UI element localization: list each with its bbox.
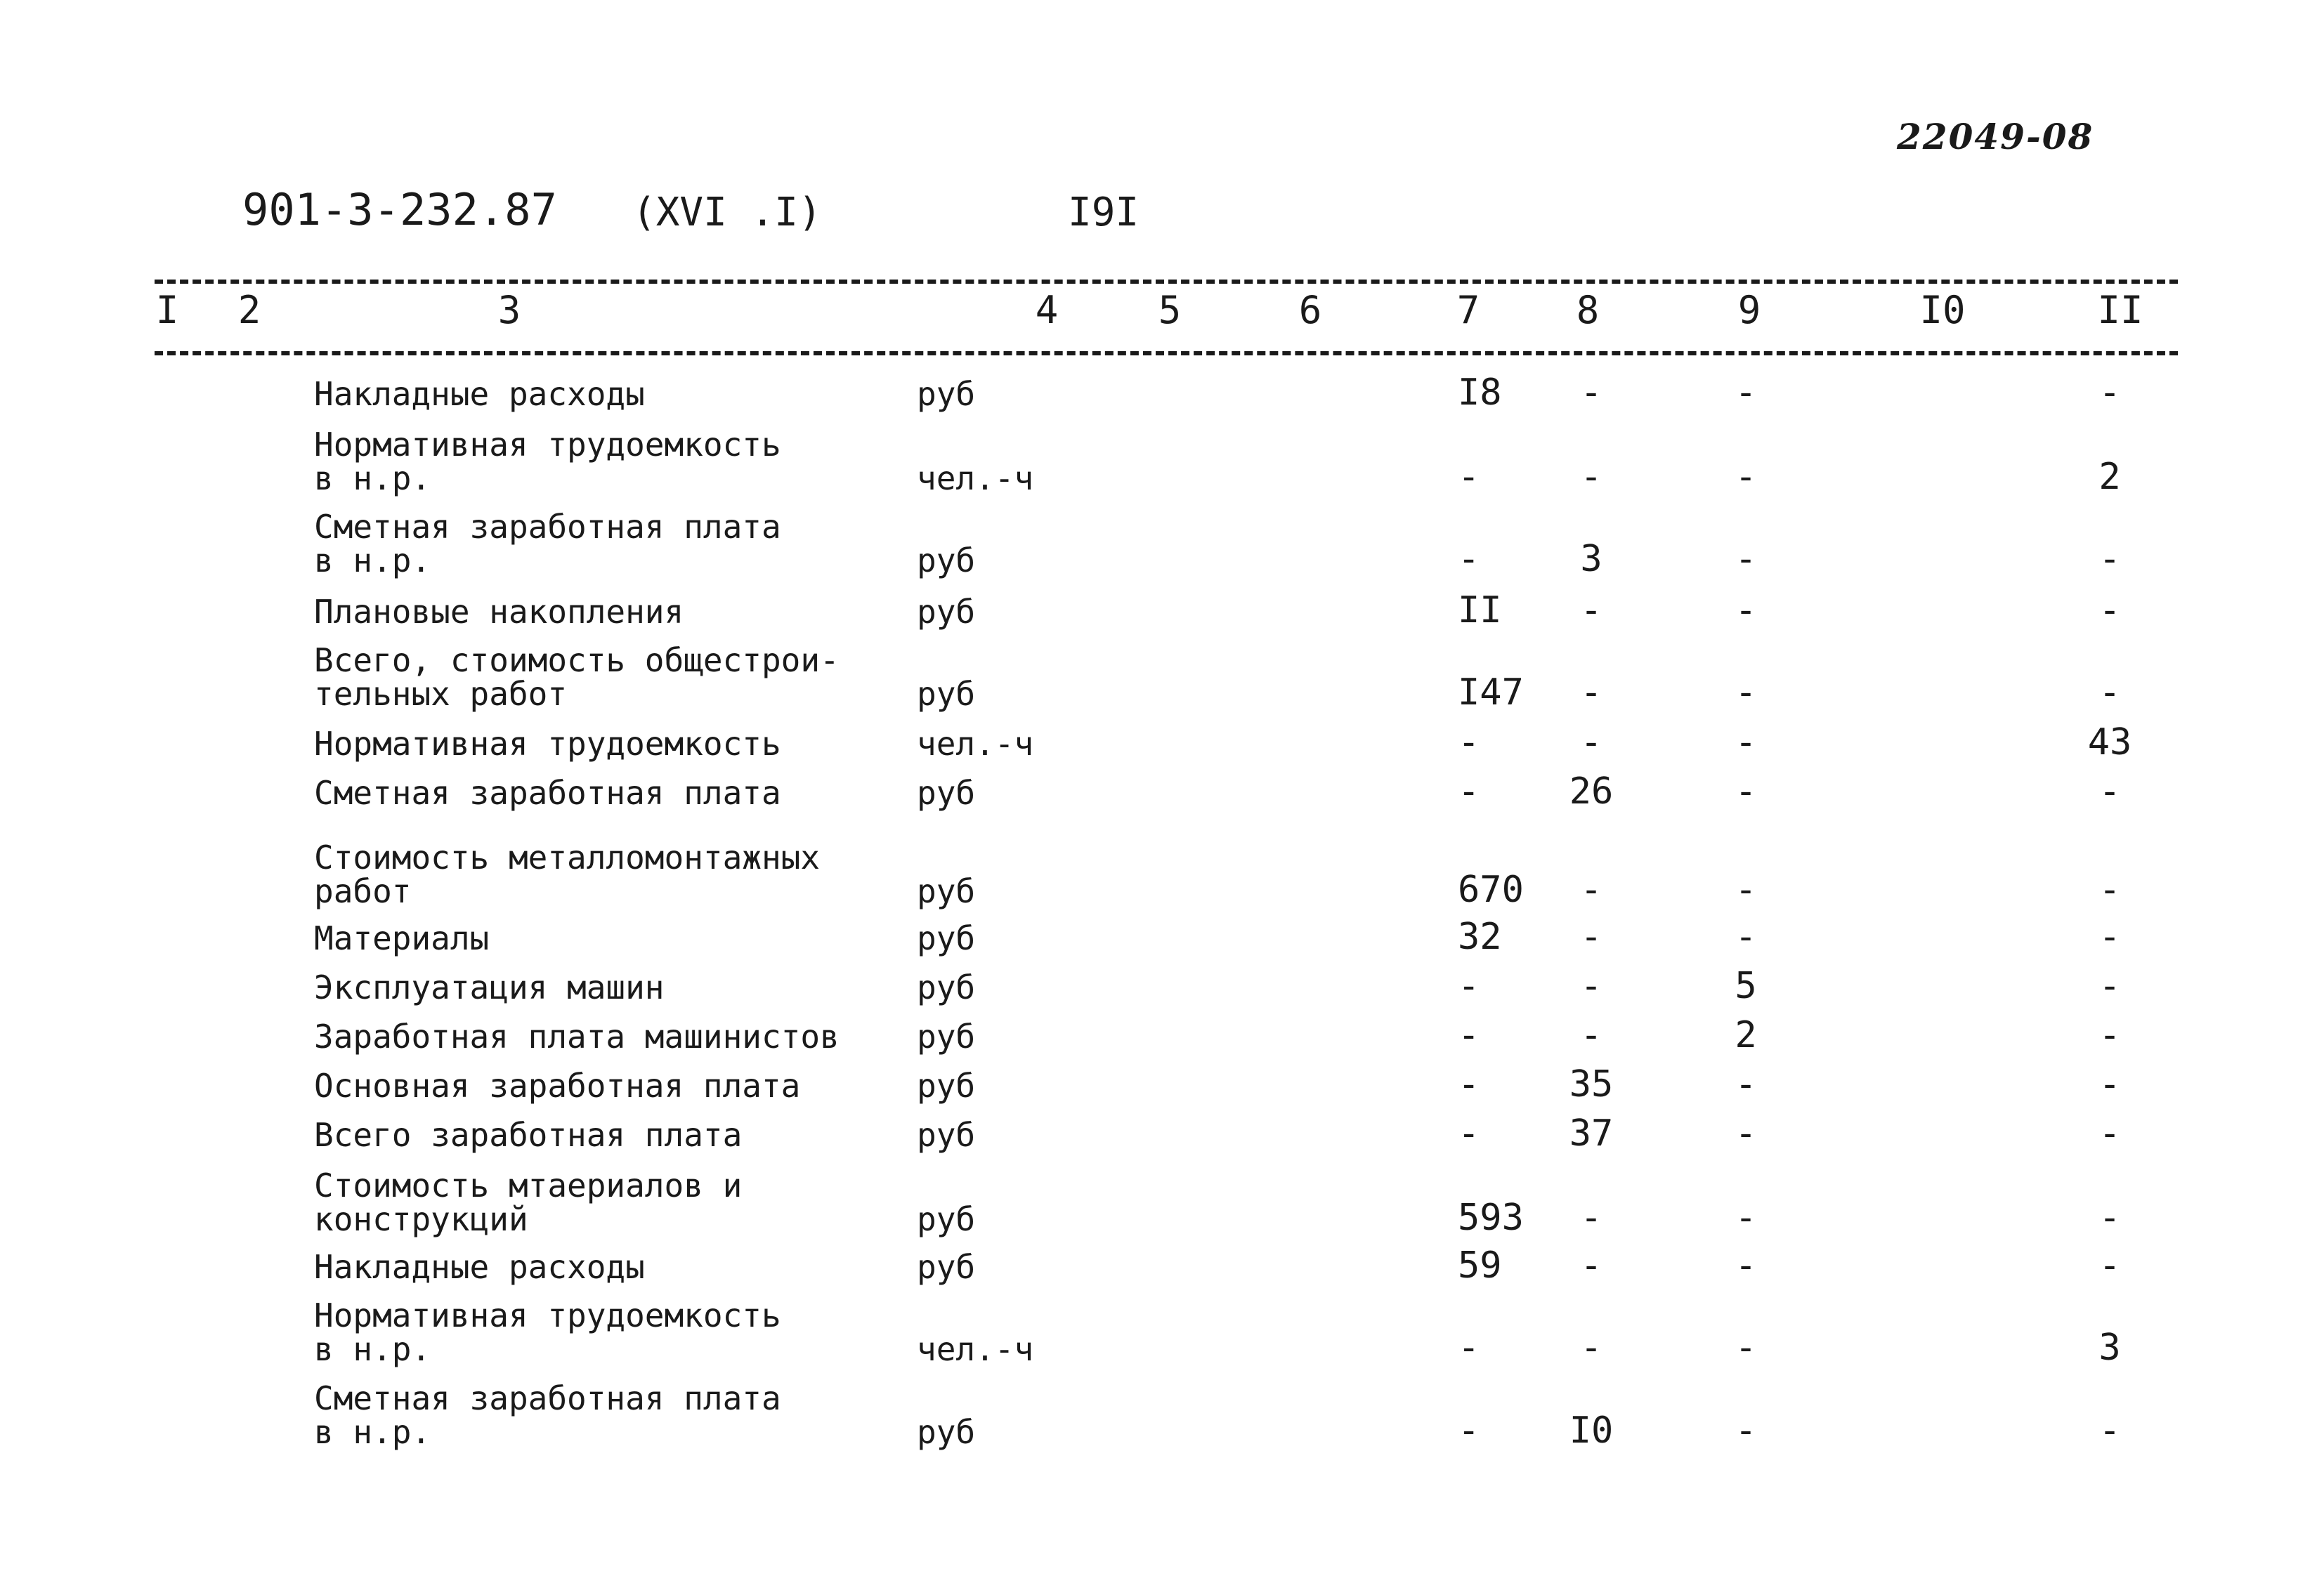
item-name-line: Сметная заработная плата (314, 1379, 781, 1417)
item-name (314, 595, 684, 629)
item-name-line: Всего заработная плата (314, 1116, 743, 1154)
item-name (314, 776, 781, 810)
table-row (0, 1112, 2324, 1159)
col11-cell: - (2098, 538, 2121, 580)
col7-cell: - (1458, 1063, 1480, 1105)
unit-cell: руб (917, 1018, 976, 1056)
col9-cell: - (1735, 1410, 1757, 1452)
column-number: II (2097, 288, 2143, 332)
table-row (0, 426, 2324, 502)
col11-cell: - (2098, 1410, 2121, 1452)
item-name-line: Стоимость металломонтажных (314, 839, 821, 876)
col9-cell: - (1735, 1327, 1757, 1369)
item-name-line: работ (314, 872, 412, 910)
col11-cell: - (2098, 770, 2121, 813)
col9-cell: - (1735, 869, 1757, 911)
table-row (0, 770, 2324, 817)
item-name-line: тельных работ (314, 675, 568, 713)
col11-cell: 2 (2098, 456, 2121, 498)
col11-cell: - (2098, 1197, 2121, 1239)
unit-cell: руб (917, 675, 976, 713)
col9-cell: - (1735, 671, 1757, 714)
table-row (0, 1379, 2324, 1456)
item-name-line: в н.р. (314, 541, 431, 579)
col8-cell: - (1580, 1014, 1602, 1056)
item-name-line: в н.р. (314, 1413, 431, 1451)
col8-cell: - (1580, 965, 1602, 1007)
col7-cell: - (1458, 721, 1480, 763)
column-number: 5 (1158, 288, 1182, 332)
item-name-line: Заработная плата машинистов (314, 1018, 840, 1056)
table-row (0, 1063, 2324, 1110)
col7-cell: - (1458, 1112, 1480, 1155)
column-number: 8 (1576, 288, 1600, 332)
column-number: 6 (1298, 288, 1322, 332)
item-name-line: Эксплуатация машин (314, 968, 665, 1006)
col9-cell: - (1735, 1197, 1757, 1239)
item-name-line: Нормативная трудоемкость (314, 1296, 781, 1334)
table-row (0, 372, 2324, 418)
col8-cell: - (1580, 1197, 1602, 1239)
item-name (314, 1250, 645, 1284)
item-name (314, 1118, 742, 1152)
column-number: 4 (1035, 288, 1059, 332)
col8-cell: - (1580, 1245, 1602, 1287)
col8-cell: - (1580, 456, 1602, 498)
col9-cell: - (1735, 1112, 1757, 1155)
table-row (0, 589, 2324, 636)
table-row (0, 1167, 2324, 1243)
unit-cell: руб (917, 1413, 976, 1451)
item-name-line: Всего, стоимость общестрои- (314, 641, 840, 679)
col7-cell: - (1458, 538, 1480, 580)
col11-cell: - (2098, 965, 2121, 1007)
col8-cell: 37 (1569, 1112, 1614, 1155)
unit-cell: руб (917, 968, 976, 1006)
col11-cell: 3 (2098, 1327, 2121, 1369)
item-name-line: Нормативная трудоемкость (314, 426, 781, 464)
col8-cell: - (1580, 589, 1602, 631)
col9-cell: - (1735, 916, 1757, 958)
col7-cell: 593 (1458, 1197, 1524, 1239)
col8-cell: 3 (1580, 538, 1602, 580)
col7-cell: - (1458, 1327, 1480, 1369)
table-row (0, 839, 2324, 915)
col7-cell: - (1458, 770, 1480, 813)
item-name-line: в н.р. (314, 1330, 431, 1368)
col11-cell: - (2098, 916, 2121, 958)
unit-cell: руб (917, 1248, 976, 1286)
table-row (0, 1014, 2324, 1060)
col7-cell: - (1458, 456, 1480, 498)
col11-cell: - (2098, 869, 2121, 911)
document-number: 22049-08 (1897, 116, 2094, 157)
col11-cell: - (2098, 1245, 2121, 1287)
project-code: 901-3-232.87 (242, 184, 557, 235)
item-name-line: Плановые накопления (314, 593, 684, 631)
item-name-line: Нормативная трудоемкость (314, 725, 781, 763)
col9-cell: - (1735, 456, 1757, 498)
item-name-line: Сметная заработная плата (314, 508, 781, 546)
col7-cell: I8 (1458, 372, 1502, 414)
item-name (314, 1296, 781, 1368)
item-name-line: Основная заработная плата (314, 1067, 801, 1105)
col8-cell: 35 (1569, 1063, 1614, 1105)
unit-cell: руб (917, 919, 976, 957)
col7-cell: - (1458, 965, 1480, 1007)
col7-cell: - (1458, 1014, 1480, 1056)
item-name-line: Накладные расходы (314, 1248, 645, 1286)
unit-cell: руб (917, 1200, 976, 1238)
item-name (314, 428, 781, 495)
item-name-line: Сметная заработная плата (314, 774, 781, 812)
col7-cell: 670 (1458, 869, 1524, 911)
unit-cell: руб (917, 1067, 976, 1105)
table-row (0, 641, 2324, 718)
item-name-line: Накладные расходы (314, 375, 645, 413)
column-number: 7 (1456, 288, 1480, 332)
item-name (314, 841, 820, 908)
unit-cell: руб (917, 541, 976, 579)
header-top-rule (155, 280, 2178, 284)
unit-cell: руб (917, 593, 976, 631)
col11-cell: - (2098, 1063, 2121, 1105)
col9-cell: - (1735, 372, 1757, 414)
column-number: 2 (237, 288, 261, 332)
col11-cell: - (2098, 589, 2121, 631)
column-number: 9 (1737, 288, 1761, 332)
col9-cell: 5 (1735, 965, 1757, 1007)
unit-cell: руб (917, 375, 976, 413)
item-name (314, 968, 665, 1006)
col9-cell: - (1735, 1063, 1757, 1105)
col8-cell: - (1580, 869, 1602, 911)
col7-cell: II (1458, 589, 1502, 631)
table-row (0, 508, 2324, 584)
section-label: (XVI .I) (632, 190, 822, 235)
item-name (314, 727, 781, 761)
col9-cell: 2 (1735, 1014, 1757, 1056)
col11-cell: - (2098, 671, 2121, 714)
col9-cell: - (1735, 538, 1757, 580)
col7-cell: - (1458, 1410, 1480, 1452)
col7-cell: I47 (1458, 671, 1524, 714)
column-number: I0 (1919, 288, 1966, 332)
col8-cell: - (1580, 721, 1602, 763)
unit-cell: чел.-ч (917, 459, 1034, 497)
table-row (0, 916, 2324, 962)
col11-cell: - (2098, 1014, 2121, 1056)
table-row (0, 1245, 2324, 1291)
item-name (314, 1381, 781, 1449)
col11-cell: - (2098, 372, 2121, 414)
unit-cell: чел.-ч (917, 725, 1034, 763)
item-name (314, 1018, 840, 1056)
item-name-line: Стоимость мтаериалов и (314, 1167, 743, 1204)
item-name-line: конструкций (314, 1200, 528, 1238)
col7-cell: 59 (1458, 1245, 1502, 1287)
col8-cell: - (1580, 671, 1602, 714)
col8-cell: - (1580, 916, 1602, 958)
col8-cell: - (1580, 1327, 1602, 1369)
unit-cell: руб (917, 1116, 976, 1154)
unit-cell: чел.-ч (917, 1330, 1034, 1368)
col8-cell: - (1580, 372, 1602, 414)
item-name-line: Материалы (314, 919, 490, 957)
unit-cell: руб (917, 872, 976, 910)
col7-cell: 32 (1458, 916, 1502, 958)
col9-cell: - (1735, 721, 1757, 763)
col8-cell: 26 (1569, 770, 1614, 813)
item-name (314, 1069, 800, 1103)
item-name (314, 377, 645, 411)
item-name (314, 921, 489, 955)
column-number: I (155, 288, 179, 332)
item-name (314, 1169, 742, 1236)
unit-cell: руб (917, 774, 976, 812)
header-bottom-rule (155, 351, 2178, 355)
column-number: 3 (497, 288, 521, 332)
page-number: I9I (1068, 190, 1140, 235)
table-row (0, 1296, 2324, 1373)
col9-cell: - (1735, 589, 1757, 631)
item-name-line: в н.р. (314, 459, 431, 497)
item-name (314, 510, 781, 577)
col11-cell: - (2098, 1112, 2121, 1155)
col8-cell: I0 (1569, 1410, 1614, 1452)
item-name (314, 643, 840, 711)
col11-cell: 43 (2087, 721, 2132, 763)
col9-cell: - (1735, 1245, 1757, 1287)
table-row (0, 965, 2324, 1011)
table-row (0, 721, 2324, 768)
col9-cell: - (1735, 770, 1757, 813)
